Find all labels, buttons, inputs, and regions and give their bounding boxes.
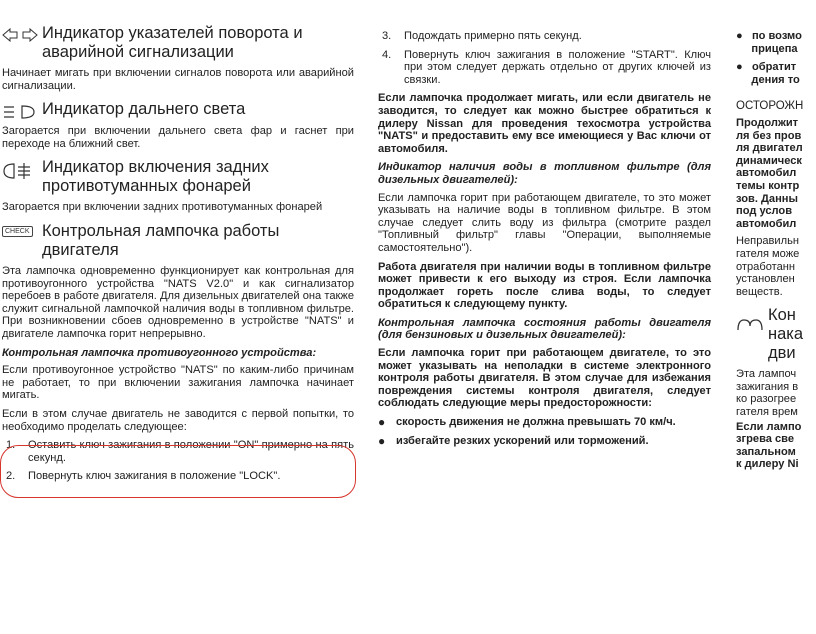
- list-item: 4. Повернуть ключ зажигания в положение "START". Ключ при этом следует держать отдельно от других ключей из связки.: [382, 48, 711, 86]
- warning-text: Продолжит ля без пров ля двигател динамическ автомобил темы контр зов. Данны под услов автомобил: [736, 116, 803, 230]
- immobilizer-text: Если в этом случае двигатель не заводится с первой попытки, то необходимо проделать следующее:: [2, 407, 354, 433]
- list-item: ● скорость движения не должна превышать 70 км/ч.: [378, 415, 676, 430]
- rear-fog-text: Загорается при включении задних противотуманных фонарей: [2, 201, 323, 214]
- high-beam-icon: [2, 100, 42, 120]
- bullet-line: прицепа: [751, 42, 798, 55]
- glow-plug-heading: Кон нака дви: [736, 306, 816, 363]
- rear-fog-heading: [2, 158, 354, 196]
- check-engine-heading: [2, 222, 354, 260]
- note-text: Неправильн гателя може отработанн установлен веществ.: [736, 235, 800, 298]
- list-item: 1. Оставить ключ зажигания в положении "ON" примерно на пять секунд.: [6, 439, 354, 464]
- bullet-line: дения то: [751, 73, 800, 86]
- glow-plug-text: Эта лампоч зажигания в ко разогрее гателя врем: [736, 368, 799, 419]
- steps-list-2: [378, 30, 711, 86]
- glow-plug-icon: [736, 306, 768, 363]
- high-beam-title: Индикатор дальнего света: [42, 100, 246, 119]
- list-item: 3. Подождать примерно пять секунд.: [382, 30, 582, 42]
- turn-signal-text: Начинает мигать при включении сигналов поворота или аварийной сигнализации.: [2, 67, 354, 92]
- check-engine-label: CHECK: [2, 226, 33, 237]
- turn-signal-heading: [2, 24, 354, 62]
- check-engine-text: Эта лампочка одновременно функционирует как контрольная для противоугонного устройства "NATS V2.0" и как сигнализатор перебоев в работе двигателя. Для дизельных двигателей она также служит сигнальной лампочкой наличия воды в топливном фильтре. При возникновении сбоев одновременно в устройстве "NATS" и двигателе лампочка горит непрерывно.: [2, 264, 354, 340]
- water-indicator-subheading: Индикатор наличия воды в топливном фильтре (для дизельных двигателей):: [378, 161, 711, 186]
- water-warning: Работа двигателя при наличии воды в топливном фильтре может привести к его выходу из строя. Если лампочка продолжает гореть после слива воды, то следует обратиться к следующему пункту.: [378, 260, 711, 311]
- column-middle: [378, 30, 711, 453]
- engine-status-text: Если лампочка горит при работающем двигателе, то это может указывать на неполадки в системе электронного контроля работы двигателя. В этом случае для избежания повреждения системы контроля двигателя, следует соблюдать следующие меры предосторожности:: [378, 347, 711, 410]
- high-beam-heading: [2, 100, 354, 120]
- column-right-cropped: [736, 0, 816, 634]
- bullet-line: ● по возмо: [736, 30, 802, 42]
- list-item: 2. Повернуть ключ зажигания в положение "LOCK".: [6, 470, 281, 483]
- list-item: ● избегайте резких ускорений или торможений.: [378, 433, 649, 448]
- column-left: [2, 0, 354, 489]
- engine-status-subheading: Контрольная лампочка состояния работы двигателя (для бензиновых и дизельных двигателей):: [378, 316, 711, 342]
- rear-fog-title: Индикатор включения задних противотуманных фонарей: [42, 158, 269, 196]
- immobilizer-subheading: Контрольная лампочка противоугонного устройства:: [2, 346, 317, 359]
- turn-signal-arrows-icon: [2, 24, 42, 42]
- water-indicator-text: Если лампочка горит при работающем двигателе, то это может указывать на наличие воды в топливном фильтре. В этом случае следует слить воду из фильтра (смотрите раздел "Топливный фильтр" главы "Операции, выполняемые самостоятельно").: [378, 191, 711, 254]
- bullet-line: ● обратит: [736, 61, 797, 74]
- check-engine-icon: [2, 222, 42, 237]
- dealer-warning: Если лампочка продолжает мигать, или если двигатель не заводится, то следует как можно быстрее обратиться к дилеру Nissan для проведения техосмотра устройства "NATS" и предоставить ему все имеющиеся у Вас ключи от автомобиля.: [378, 92, 711, 155]
- high-beam-text: Загорается при включении дальнего света фар и гаснет при переходе на ближний свет.: [2, 125, 354, 150]
- rear-fog-icon: [2, 158, 42, 180]
- precautions-list: [378, 416, 711, 447]
- check-engine-title: Контрольная лампочка работы двигателя: [42, 221, 280, 259]
- glow-plug-warning: Если лампо згрева све запальном к дилеру Ni: [736, 420, 802, 471]
- steps-list-1: [2, 439, 354, 483]
- turn-signal-title: Индикатор указателей поворота и аварийной сигнализации: [42, 24, 303, 61]
- warning-title: ОСТОРОЖН: [736, 100, 804, 113]
- immobilizer-text-highlighted: Если противоугонное устройство "NATS" по каким-либо причинам не работает, то при включении зажигания лампочка начинает мигать.: [2, 364, 354, 402]
